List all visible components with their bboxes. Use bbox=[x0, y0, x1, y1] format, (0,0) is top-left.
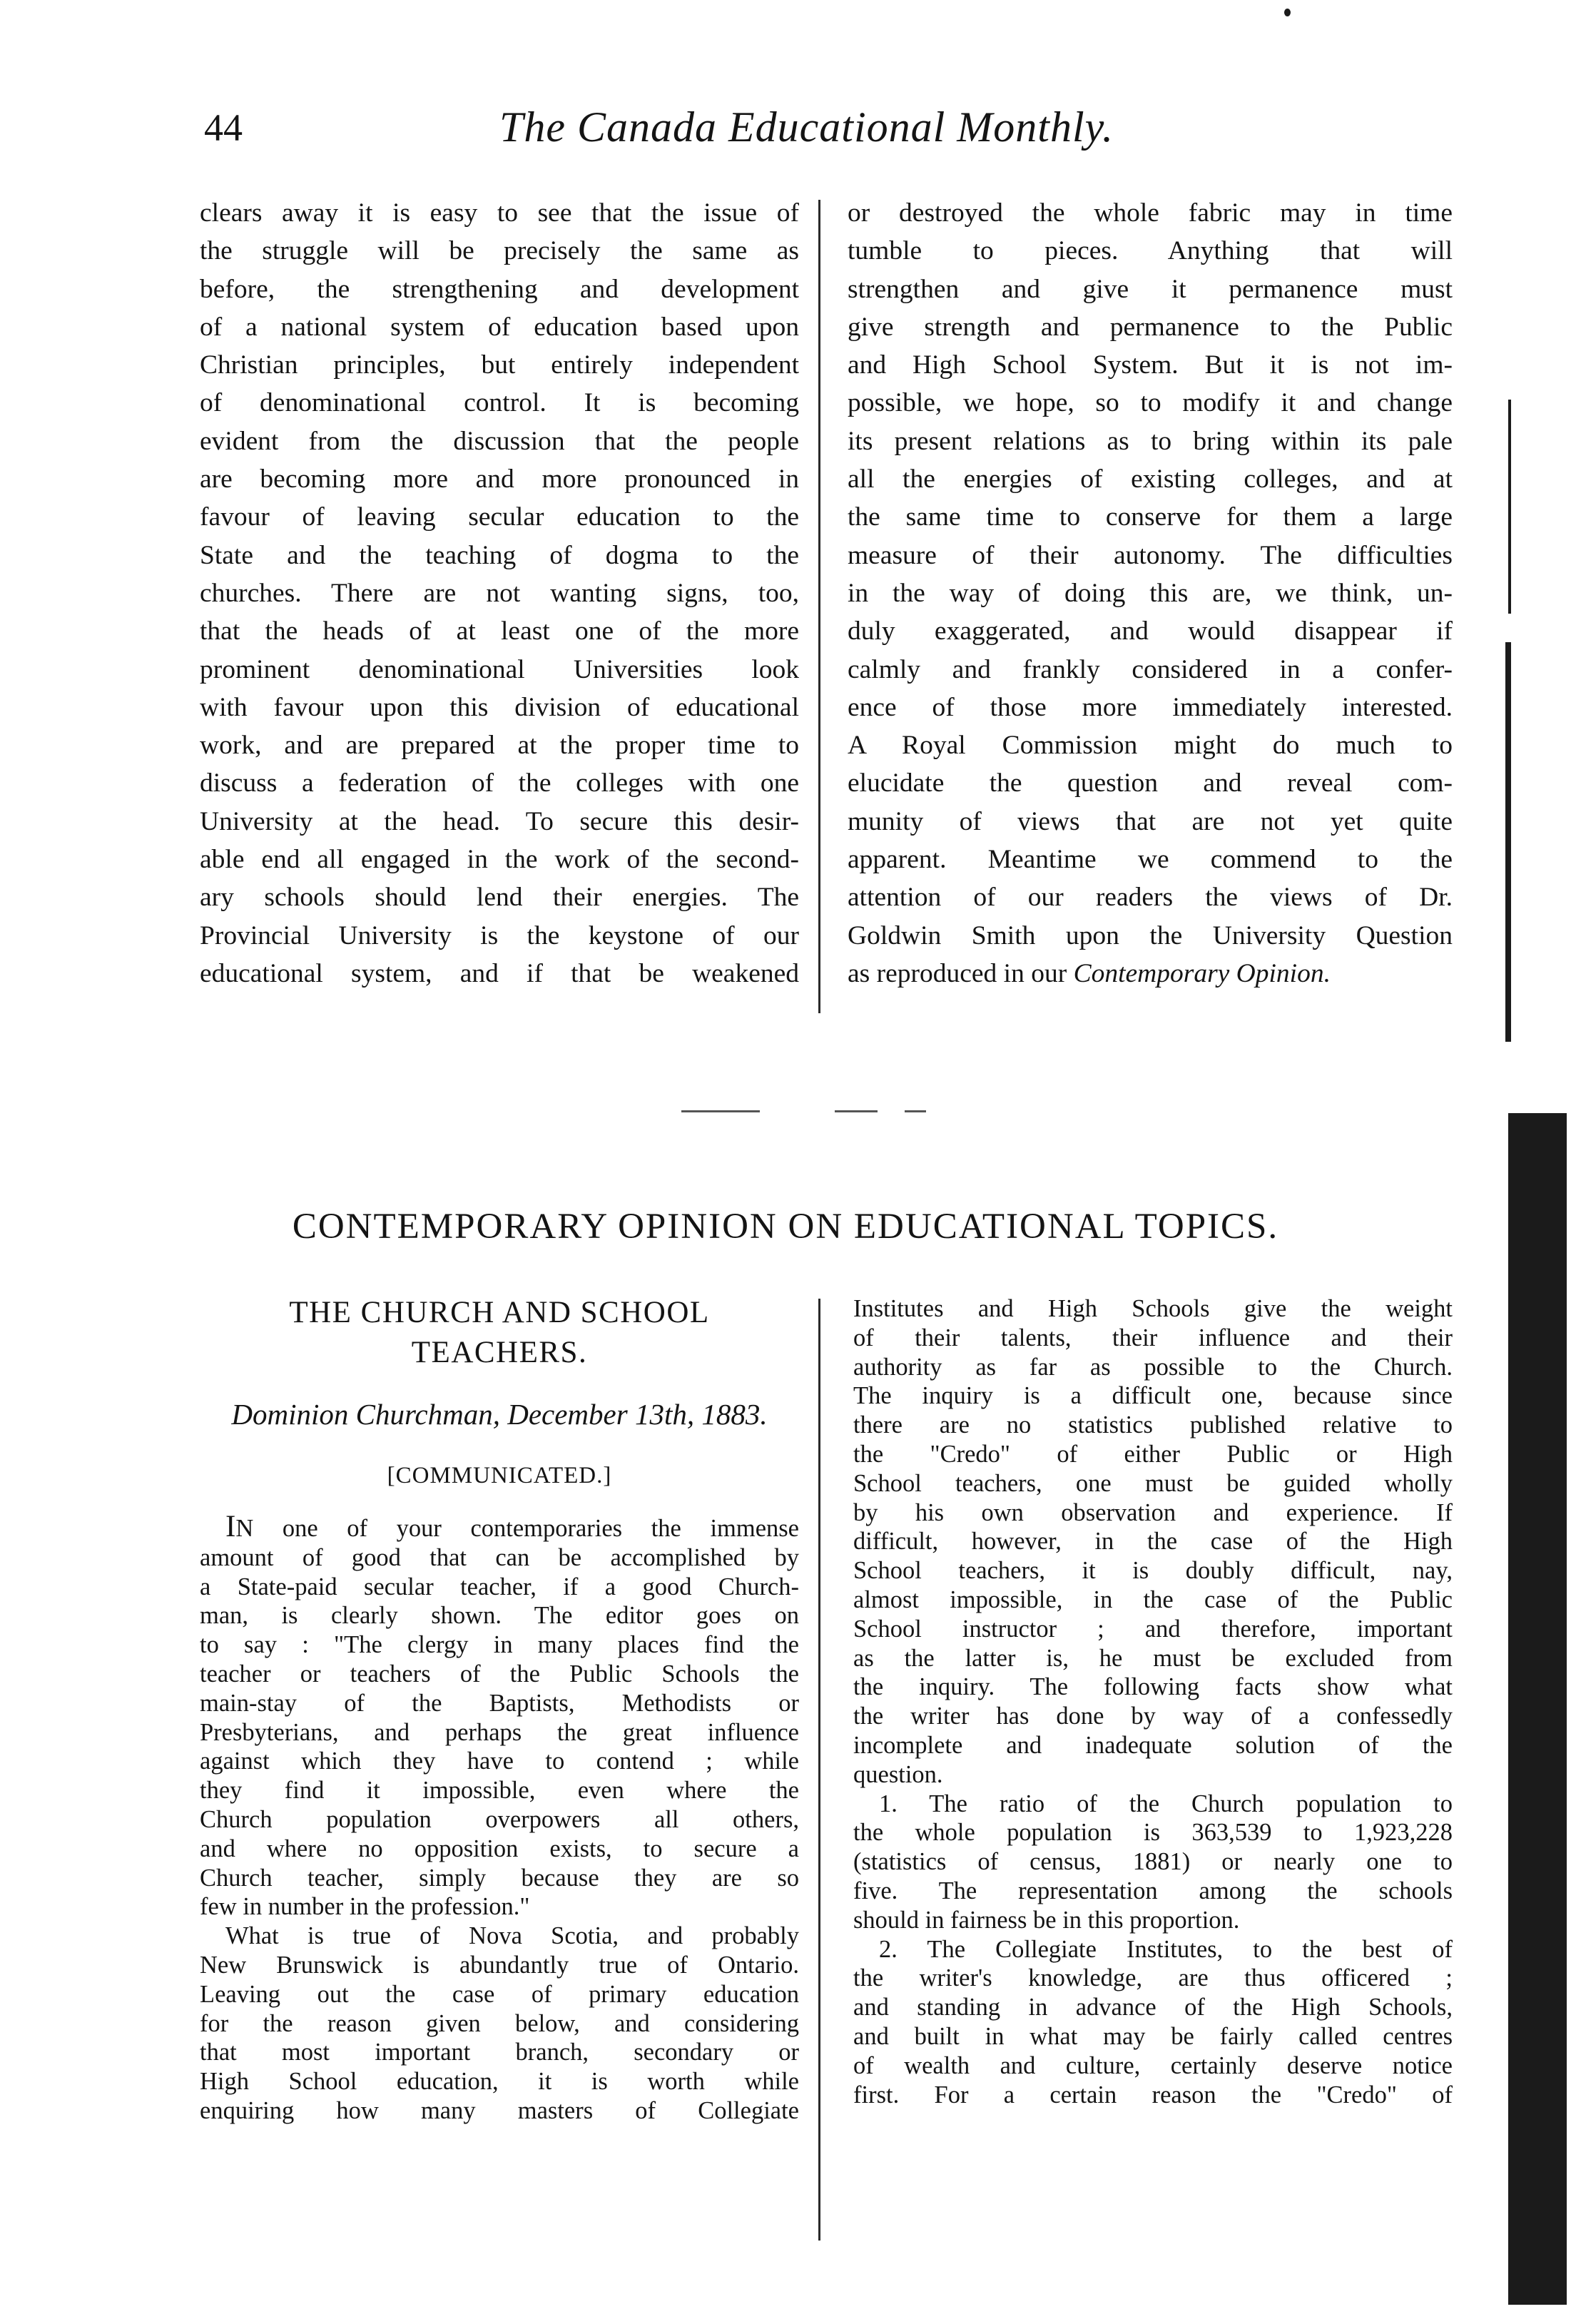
upper-right-line: Goldwin Smith upon the University Question bbox=[848, 920, 1453, 950]
upper-right-line: calmly and frankly considered in a confer- bbox=[848, 654, 1453, 684]
page-number: 44 bbox=[204, 106, 243, 149]
section-rule bbox=[835, 1110, 878, 1112]
upper-left-line: before, the strengthening and development bbox=[200, 274, 799, 304]
upper-right-line: give strength and permanence to the Public bbox=[848, 312, 1453, 342]
lower-left-line: Leaving out the case of primary education bbox=[200, 1980, 799, 2008]
upper-left-line: educational system, and if that be weakened bbox=[200, 958, 799, 988]
lower-left-line: teacher or teachers of the Public Schools the bbox=[200, 1660, 799, 1688]
scan-mark bbox=[1284, 9, 1291, 16]
upper-left-line: work, and are prepared at the proper time to bbox=[200, 731, 799, 761]
lower-right-line: the whole population is 363,539 to 1,923,228 bbox=[853, 1819, 1453, 1847]
lower-left-line: enquiring how many masters of Collegiate bbox=[200, 2096, 799, 2124]
lower-right-line: 2. The Collegiate Institutes, to the best of bbox=[879, 1935, 1453, 1963]
upper-right-line: all the energies of existing colleges, and at bbox=[848, 465, 1453, 494]
lower-right-line: Institutes and High Schools give the weight bbox=[853, 1295, 1453, 1322]
lower-right-column bbox=[853, 1294, 1453, 2109]
upper-right-line: or destroyed the whole fabric may in time bbox=[848, 198, 1453, 228]
upper-left-line: State and the teaching of dogma to the bbox=[200, 540, 799, 570]
upper-right-line: strengthen and give it permanence must bbox=[848, 274, 1453, 304]
upper-right-line: elucidate the question and reveal com- bbox=[848, 768, 1453, 798]
upper-right-line: measure of their autonomy. The difficulties bbox=[848, 540, 1453, 570]
lower-left-line: against which they have to contend ; while bbox=[200, 1747, 799, 1775]
lower-right-line: by his own observation and experience. If bbox=[853, 1498, 1453, 1526]
upper-right-line-text: as reproduced in our bbox=[848, 958, 1067, 988]
upper-left-line: able end all engaged in the work of the second- bbox=[200, 845, 799, 875]
lower-right-line: should in fairness be in this proportion. bbox=[853, 1906, 1240, 1934]
scan-edge-bar bbox=[1505, 642, 1511, 1042]
upper-right-line: possible, we hope, so to modify it and change bbox=[848, 388, 1453, 418]
column-divider-lower bbox=[818, 1299, 820, 2241]
lower-left-line bbox=[200, 1510, 799, 1543]
lower-left-line: to say : "The clergy in many places find the bbox=[200, 1631, 799, 1659]
upper-right-line: tumble to pieces. Anything that will bbox=[848, 236, 1453, 266]
lower-left-line: a State-paid secular teacher, if a good Church- bbox=[200, 1573, 799, 1600]
lower-left-line: main-stay of the Baptists, Methodists or bbox=[200, 1689, 799, 1717]
lower-right-line: 1. The ratio of the Church population to bbox=[879, 1790, 1453, 1817]
lower-left-line: Presbyterians, and perhaps the great influence bbox=[200, 1718, 799, 1746]
upper-right-line: in the way of doing this are, we think, un- bbox=[848, 578, 1453, 608]
upper-right-line: duly exaggerated, and would disappear if bbox=[848, 616, 1453, 646]
lower-right-line: question. bbox=[853, 1760, 943, 1788]
lower-right-line: the "Credo" of either Public or High bbox=[853, 1440, 1453, 1468]
lower-left-line: that most important branch, secondary or bbox=[200, 2039, 799, 2066]
upper-left-column bbox=[200, 194, 799, 993]
lower-left-line: man, is clearly shown. The editor goes on bbox=[200, 1602, 799, 1630]
lower-left-line: and where no opposition exists, to secure a bbox=[200, 1835, 799, 1862]
upper-left-line: with favour upon this division of educational bbox=[200, 692, 799, 722]
lower-right-line: the inquiry. The following facts show what bbox=[853, 1673, 1453, 1701]
upper-right-last-line bbox=[848, 955, 1453, 993]
drop-cap: I bbox=[225, 1510, 236, 1543]
upper-left-line: that the heads of at least one of the more bbox=[200, 616, 799, 646]
running-title: The Canada Educational Monthly. bbox=[499, 103, 1114, 151]
upper-left-line: evident from the discussion that the people bbox=[200, 426, 799, 456]
lower-right-line: difficult, however, in the case of the High bbox=[853, 1528, 1453, 1556]
upper-right-line: the same time to conserve for them a large bbox=[848, 502, 1453, 532]
communicated-label: [COMMUNICATED.] bbox=[387, 1463, 612, 1488]
upper-right-line: munity of views that are not yet quite bbox=[848, 806, 1453, 836]
lower-left-line: they find it impossible, even where the bbox=[200, 1777, 799, 1805]
lower-right-line: as the latter is, he must be excluded from bbox=[853, 1644, 1453, 1672]
upper-left-line: churches. There are not wanting signs, too, bbox=[200, 578, 799, 608]
lower-right-line: of their talents, their influence and their bbox=[853, 1324, 1453, 1351]
upper-right-line: ence of those more immediately interested. bbox=[848, 692, 1453, 722]
lower-right-line: authority as far as possible to the Church. bbox=[853, 1353, 1453, 1381]
lower-left-line: few in number in the profession." bbox=[200, 1893, 530, 1921]
upper-right-line: apparent. Meantime we commend to the bbox=[848, 845, 1453, 875]
lower-left-line: Church teacher, simply because they are so bbox=[200, 1864, 799, 1892]
lower-left-line: What is true of Nova Scotia, and probably bbox=[225, 1922, 799, 1950]
upper-right-line: and High School System. But it is not im- bbox=[848, 350, 1453, 380]
lower-left-line: for the reason given below, and considering bbox=[200, 2009, 799, 2037]
upper-left-line: of denominational control. It is becoming bbox=[200, 388, 799, 418]
upper-left-line: of a national system of education based upon bbox=[200, 312, 799, 342]
upper-left-line: clears away it is easy to see that the issue of bbox=[200, 198, 799, 228]
article-source: Dominion Churchman, December 13th, 1883. bbox=[231, 1398, 768, 1431]
upper-left-line: are becoming more and more pronounced in bbox=[200, 465, 799, 494]
line-text: one of your contemporaries the immense bbox=[253, 1515, 799, 1542]
upper-left-line: ary schools should lend their energies. The bbox=[200, 883, 799, 913]
lower-right-line: and built in what may be fairly called centres bbox=[853, 2022, 1453, 2050]
lower-right-line: there are no statistics published relative to bbox=[853, 1411, 1453, 1439]
first-word-rest: N bbox=[235, 1515, 254, 1542]
upper-right-column bbox=[848, 194, 1453, 993]
upper-left-line: favour of leaving secular education to the bbox=[200, 502, 799, 532]
lower-right-line: the writer's knowledge, are thus officered ; bbox=[853, 1964, 1453, 1992]
lower-right-line: first. For a certain reason the "Credo" of bbox=[853, 2081, 1453, 2109]
scan-edge-bar bbox=[1508, 400, 1511, 614]
upper-right-line: its present relations as to bring within its pale bbox=[848, 426, 1453, 456]
lower-right-line: School teachers, it is doubly difficult, nay, bbox=[853, 1557, 1453, 1585]
lower-right-line: The inquiry is a difficult one, because since bbox=[853, 1382, 1453, 1410]
lower-left-line: Church population overpowers all others, bbox=[200, 1805, 799, 1833]
article-title-line: TEACHERS. bbox=[411, 1336, 588, 1369]
lower-left-line: amount of good that can be accomplished by bbox=[200, 1543, 799, 1571]
scan-edge-bar bbox=[1508, 1113, 1567, 2305]
upper-left-line: the struggle will be precisely the same as bbox=[200, 236, 799, 266]
article-title bbox=[200, 1293, 799, 1373]
lower-left-line: High School education, it is worth while bbox=[200, 2068, 799, 2096]
contemporary-opinion-reference: Contemporary Opinion. bbox=[1073, 958, 1331, 988]
upper-right-line: A Royal Commission might do much to bbox=[848, 731, 1453, 761]
article-title-line: THE CHURCH AND SCHOOL bbox=[289, 1296, 710, 1329]
section-rule bbox=[681, 1110, 760, 1112]
lower-right-line: almost impossible, in the case of the Public bbox=[853, 1585, 1453, 1613]
lower-right-line: and standing in advance of the High Schools, bbox=[853, 1994, 1453, 2021]
lower-right-line: incomplete and inadequate solution of the bbox=[853, 1731, 1453, 1759]
lower-right-line: School teachers, one must be guided wholly bbox=[853, 1469, 1453, 1497]
lower-right-line: School instructor ; and therefore, important bbox=[853, 1615, 1453, 1643]
upper-left-line: Provincial University is the keystone of our bbox=[200, 920, 799, 950]
section-rule bbox=[905, 1110, 926, 1112]
lower-right-line: five. The representation among the schools bbox=[853, 1877, 1453, 1904]
upper-left-line: University at the head. To secure this desir- bbox=[200, 806, 799, 836]
lower-right-line: of wealth and culture, certainly deserve notice bbox=[853, 2051, 1453, 2079]
upper-left-line: discuss a federation of the colleges with one bbox=[200, 768, 799, 798]
lower-left-line: New Brunswick is abundantly true of Ontario. bbox=[200, 1951, 799, 1979]
lower-right-line: the writer has done by way of a confessedly bbox=[853, 1703, 1453, 1730]
section-heading: CONTEMPORARY OPINION ON EDUCATIONAL TOPICS. bbox=[292, 1207, 1279, 1247]
lower-right-line: (statistics of census, 1881) or nearly one to bbox=[853, 1848, 1453, 1876]
lower-left-column bbox=[200, 1510, 799, 2126]
upper-right-line: attention of our readers the views of Dr. bbox=[848, 883, 1453, 913]
column-divider bbox=[818, 200, 820, 1013]
upper-left-line: prominent denominational Universities look bbox=[200, 654, 799, 684]
upper-left-line: Christian principles, but entirely independent bbox=[200, 350, 799, 380]
